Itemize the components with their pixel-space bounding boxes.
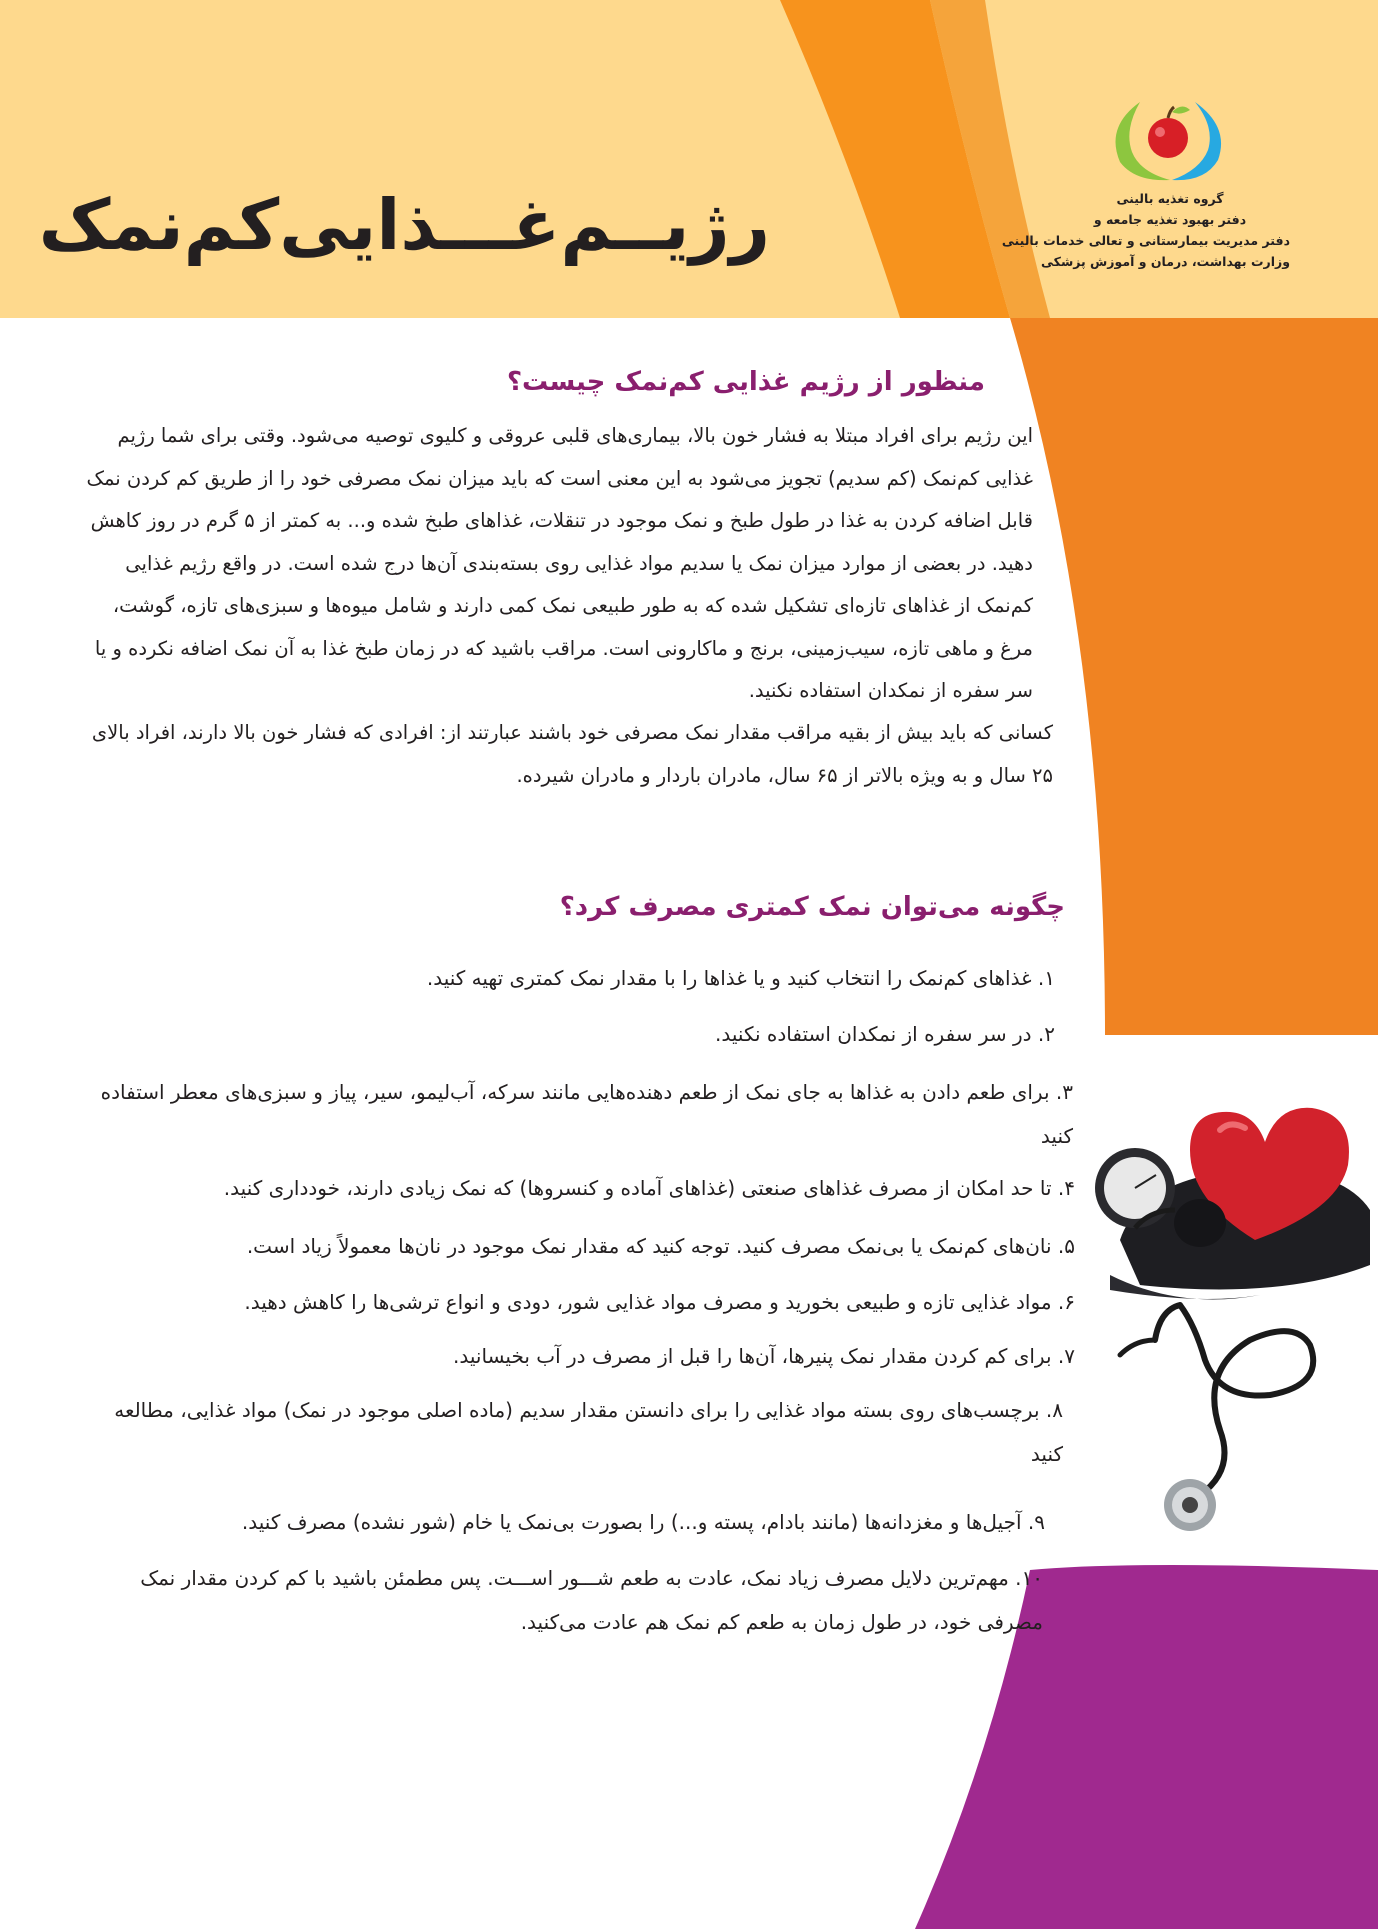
org-line-4: وزارت بهداشت، درمان و آموزش پزشکی bbox=[1041, 254, 1290, 269]
section2-heading: چگونه می‌توان نمک کمتری مصرف کرد؟ bbox=[559, 892, 1065, 922]
list-item-5: ۵. نان‌های کم‌نمک یا بی‌نمک مصرف کنید. توجه کنید که مقدار نمک موجود در نان‌ها معمولاً زیاد است. bbox=[246, 1234, 1075, 1258]
logo bbox=[1100, 82, 1240, 192]
stethoscope-tube bbox=[1155, 1305, 1313, 1495]
org-line-2: دفتر بهبود تغذیه جامعه و bbox=[1093, 212, 1247, 227]
list-item-9: ۹. آجیل‌ها و مغزدانه‌ها (مانند بادام، پسته و...) را بصورت بی‌نمک یا خام (شور نشده) مصرف کنید. bbox=[241, 1510, 1045, 1534]
list-item-10: ۱۰. مهم‌ترین دلایل مصرف زیاد نمک، عادت به طعم شـــور اســـت. پس مطمئن باشید با کم کردن مقدار نمک مصرفی خود، در طول زمان به طعم کم نمک هم عادت می‌کنید. bbox=[140, 1566, 1043, 1634]
section1-paragraph2: کسانی که باید بیش از بقیه مراقب مقدار نمک مصرفی خود باشند عبارتند از: افرادی که فشار خون بالا دارند، افراد بالای ۲۵ سال و به ویژه بالاتر از ۶۵ سال، مادران باردار و مادران شیرده. bbox=[91, 721, 1053, 787]
section1-heading: منظور از رژیم غذایی کم‌نمک چیست؟ bbox=[506, 367, 985, 397]
list-item-7: ۷. برای کم کردن مقدار نمک پنیرها، آن‌ها را قبل از مصرف در آب بخیسانید. bbox=[453, 1344, 1075, 1368]
list-item-2: ۲. در سر سفره از نمکدان استفاده نکنید. bbox=[715, 1022, 1055, 1046]
section1-heading-wrap bbox=[506, 362, 985, 402]
bp-bulb bbox=[1174, 1199, 1226, 1247]
stethoscope-image bbox=[1100, 1300, 1338, 1540]
logo-apple bbox=[1148, 118, 1188, 158]
section1-paragraph1: این رژیم برای افراد مبتلا به فشار خون بالا، بیماری‌های قلبی عروقی و کلیوی توصیه می‌شود. وقتی برای شما رژیم غذایی کم‌نمک (کم سدیم) تجویز می‌شود به این معنی است که باید میزان نمک مصرفی خود را از طریق کم کردن نمک قابل اضافه کردن به غذا در طول طبخ و نمک موجود در تنقلات، غذاهای طبخ شده و... به کمتر از ۵ گرم در روز کاهش دهید. در بعضی از موارد میزان نمک یا سدیم مواد غذایی روی بسته‌بندی آن‌ها درج شده است. در واقع رژیم غذایی کم‌نمک از غذاهای تازه‌ای تشکیل شده که به طور طبیعی نمک کمی دارند و شامل میوه‌ها و سبزی‌های تازه، گوشت، مرغ و ماهی تازه، سیب‌زمینی، برنج و ماکارونی است. مراقب باشید که در زمان طبخ غذا به آن نمک اضافه نکرده و یا سر سفره از نمکدان استفاده نکنید. bbox=[86, 424, 1033, 702]
page-title: رژیــم‌غـــذایی‌کم‌نمک bbox=[38, 184, 770, 266]
list-item-3: ۳. برای طعم دادن به غذاها به جای نمک از طعم دهنده‌هایی مانند سرکه، آب‌لیمو، سیر، پیاز و سبزی‌های معطر استفاده کنید bbox=[100, 1080, 1073, 1148]
heart-blood-pressure-image bbox=[1080, 1060, 1378, 1310]
list-item-8: ۸. برچسب‌های روی بسته مواد غذایی را برای دانستن مقدار سدیم (ماده اصلی موجود در نمک) مواد غذایی، مطالعه کنید bbox=[114, 1398, 1063, 1466]
list-item-4: ۴. تا حد امکان از مصرف غذاهای صنعتی (غذاهای آماده و کنسروها) که نمک زیادی دارند، خودداری کنید. bbox=[223, 1176, 1075, 1200]
org-line-1: گروه تغذیه بالینی bbox=[1116, 191, 1224, 206]
org-line-3: دفتر مدیریت بیمارستانی و تعالی خدمات بالینی bbox=[1001, 233, 1290, 248]
list-item-6: ۶. مواد غذایی تازه و طبیعی بخورید و مصرف مواد غذایی شور، دودی و انواع ترشی‌ها را کاهش دهید. bbox=[244, 1290, 1075, 1314]
organization-text bbox=[1001, 188, 1290, 272]
right-orange-column bbox=[1010, 318, 1378, 1035]
section2-heading-wrap bbox=[560, 887, 1065, 927]
list-item-1: ۱. غذاهای کم‌نمک را انتخاب کنید و یا غذاها را با مقدار نمک کمتری تهیه کنید. bbox=[426, 966, 1055, 990]
